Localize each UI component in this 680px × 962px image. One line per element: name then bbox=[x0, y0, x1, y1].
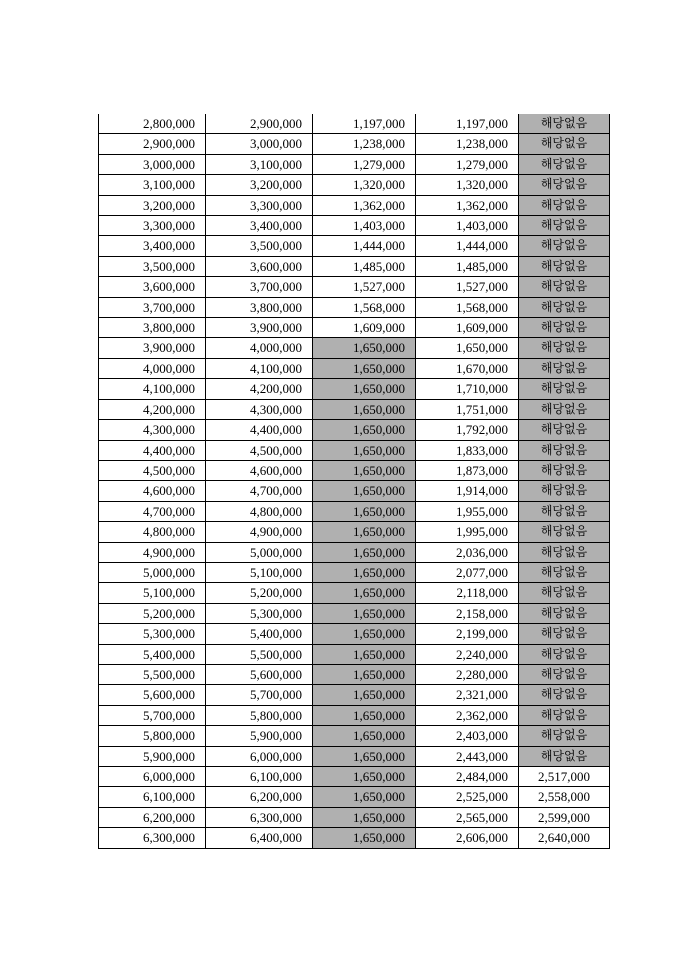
amount-c-cell: 해당없음 bbox=[519, 318, 610, 338]
amount-a-cell: 1,650,000 bbox=[313, 460, 416, 480]
table-row bbox=[99, 297, 610, 317]
income-from-cell: 5,100,000 bbox=[99, 583, 206, 603]
income-from-cell: 3,800,000 bbox=[99, 318, 206, 338]
amount-c-cell: 해당없음 bbox=[519, 460, 610, 480]
amount-a-cell: 1,444,000 bbox=[313, 236, 416, 256]
income-from-cell: 4,600,000 bbox=[99, 481, 206, 501]
amount-a-cell: 1,650,000 bbox=[313, 746, 416, 766]
table-row bbox=[99, 787, 610, 807]
amount-a-cell: 1,650,000 bbox=[313, 726, 416, 746]
amount-b-cell: 1,751,000 bbox=[416, 399, 519, 419]
amount-b-cell: 1,485,000 bbox=[416, 256, 519, 276]
amount-b-cell: 1,362,000 bbox=[416, 195, 519, 215]
amount-b-cell: 2,606,000 bbox=[416, 828, 519, 848]
amount-c-cell: 해당없음 bbox=[519, 154, 610, 174]
amount-a-cell: 1,650,000 bbox=[313, 644, 416, 664]
income-from-cell: 6,300,000 bbox=[99, 828, 206, 848]
amount-a-cell: 1,320,000 bbox=[313, 175, 416, 195]
amount-a-cell: 1,650,000 bbox=[313, 379, 416, 399]
table-row bbox=[99, 624, 610, 644]
amount-c-cell: 해당없음 bbox=[519, 256, 610, 276]
amount-a-cell: 1,650,000 bbox=[313, 420, 416, 440]
amount-b-cell: 1,792,000 bbox=[416, 420, 519, 440]
amount-c-cell: 해당없음 bbox=[519, 195, 610, 215]
table-row bbox=[99, 828, 610, 848]
income-to-cell: 4,200,000 bbox=[206, 379, 313, 399]
amount-c-cell: 해당없음 bbox=[519, 746, 610, 766]
contribution-table bbox=[98, 114, 610, 849]
amount-a-cell: 1,485,000 bbox=[313, 256, 416, 276]
income-to-cell: 3,300,000 bbox=[206, 195, 313, 215]
income-to-cell: 5,800,000 bbox=[206, 705, 313, 725]
income-to-cell: 3,200,000 bbox=[206, 175, 313, 195]
amount-a-cell: 1,650,000 bbox=[313, 624, 416, 644]
income-to-cell: 5,700,000 bbox=[206, 685, 313, 705]
income-from-cell: 3,900,000 bbox=[99, 338, 206, 358]
amount-b-cell: 1,710,000 bbox=[416, 379, 519, 399]
table-row bbox=[99, 746, 610, 766]
income-from-cell: 4,900,000 bbox=[99, 542, 206, 562]
amount-b-cell: 1,527,000 bbox=[416, 277, 519, 297]
table-row bbox=[99, 114, 610, 134]
income-to-cell: 4,700,000 bbox=[206, 481, 313, 501]
amount-c-cell: 해당없음 bbox=[519, 236, 610, 256]
amount-a-cell: 1,650,000 bbox=[313, 828, 416, 848]
amount-c-cell: 해당없음 bbox=[519, 297, 610, 317]
table-row bbox=[99, 583, 610, 603]
table-row bbox=[99, 440, 610, 460]
income-from-cell: 6,000,000 bbox=[99, 767, 206, 787]
income-to-cell: 6,300,000 bbox=[206, 807, 313, 827]
income-to-cell: 6,000,000 bbox=[206, 746, 313, 766]
amount-c-cell: 해당없음 bbox=[519, 338, 610, 358]
income-from-cell: 4,500,000 bbox=[99, 460, 206, 480]
income-from-cell: 6,100,000 bbox=[99, 787, 206, 807]
amount-c-cell: 해당없음 bbox=[519, 624, 610, 644]
income-to-cell: 3,600,000 bbox=[206, 256, 313, 276]
amount-c-cell: 해당없음 bbox=[519, 440, 610, 460]
income-from-cell: 3,400,000 bbox=[99, 236, 206, 256]
amount-a-cell: 1,650,000 bbox=[313, 562, 416, 582]
data-table-container bbox=[98, 114, 610, 849]
table-row bbox=[99, 134, 610, 154]
table-row bbox=[99, 318, 610, 338]
amount-c-cell: 해당없음 bbox=[519, 685, 610, 705]
amount-b-cell: 2,321,000 bbox=[416, 685, 519, 705]
amount-c-cell: 해당없음 bbox=[519, 726, 610, 746]
income-from-cell: 5,800,000 bbox=[99, 726, 206, 746]
amount-c-cell: 해당없음 bbox=[519, 562, 610, 582]
amount-b-cell: 2,403,000 bbox=[416, 726, 519, 746]
income-from-cell: 4,400,000 bbox=[99, 440, 206, 460]
amount-c-cell: 2,517,000 bbox=[519, 767, 610, 787]
amount-a-cell: 1,650,000 bbox=[313, 603, 416, 623]
amount-b-cell: 2,240,000 bbox=[416, 644, 519, 664]
table-row bbox=[99, 256, 610, 276]
income-from-cell: 3,500,000 bbox=[99, 256, 206, 276]
income-to-cell: 5,300,000 bbox=[206, 603, 313, 623]
income-to-cell: 4,500,000 bbox=[206, 440, 313, 460]
amount-b-cell: 1,873,000 bbox=[416, 460, 519, 480]
table-row bbox=[99, 807, 610, 827]
table-row bbox=[99, 726, 610, 746]
table-row bbox=[99, 522, 610, 542]
income-to-cell: 3,000,000 bbox=[206, 134, 313, 154]
amount-c-cell: 해당없음 bbox=[519, 358, 610, 378]
table-row bbox=[99, 542, 610, 562]
income-from-cell: 4,800,000 bbox=[99, 522, 206, 542]
income-from-cell: 3,300,000 bbox=[99, 216, 206, 236]
table-row bbox=[99, 562, 610, 582]
amount-b-cell: 1,650,000 bbox=[416, 338, 519, 358]
amount-c-cell: 해당없음 bbox=[519, 277, 610, 297]
income-to-cell: 5,900,000 bbox=[206, 726, 313, 746]
income-to-cell: 3,100,000 bbox=[206, 154, 313, 174]
table-row bbox=[99, 644, 610, 664]
income-to-cell: 3,700,000 bbox=[206, 277, 313, 297]
amount-b-cell: 1,833,000 bbox=[416, 440, 519, 460]
amount-b-cell: 2,362,000 bbox=[416, 705, 519, 725]
amount-b-cell: 2,118,000 bbox=[416, 583, 519, 603]
amount-a-cell: 1,527,000 bbox=[313, 277, 416, 297]
income-to-cell: 4,600,000 bbox=[206, 460, 313, 480]
amount-c-cell: 해당없음 bbox=[519, 522, 610, 542]
income-to-cell: 4,400,000 bbox=[206, 420, 313, 440]
income-from-cell: 5,400,000 bbox=[99, 644, 206, 664]
table-row bbox=[99, 277, 610, 297]
income-from-cell: 4,000,000 bbox=[99, 358, 206, 378]
amount-a-cell: 1,362,000 bbox=[313, 195, 416, 215]
table-row bbox=[99, 767, 610, 787]
amount-a-cell: 1,650,000 bbox=[313, 685, 416, 705]
amount-c-cell: 해당없음 bbox=[519, 501, 610, 521]
amount-b-cell: 2,280,000 bbox=[416, 664, 519, 684]
amount-a-cell: 1,650,000 bbox=[313, 767, 416, 787]
income-from-cell: 5,200,000 bbox=[99, 603, 206, 623]
income-to-cell: 2,900,000 bbox=[206, 114, 313, 134]
income-to-cell: 6,400,000 bbox=[206, 828, 313, 848]
income-to-cell: 5,000,000 bbox=[206, 542, 313, 562]
amount-a-cell: 1,650,000 bbox=[313, 542, 416, 562]
amount-a-cell: 1,650,000 bbox=[313, 807, 416, 827]
table-row bbox=[99, 460, 610, 480]
amount-b-cell: 1,568,000 bbox=[416, 297, 519, 317]
income-to-cell: 5,600,000 bbox=[206, 664, 313, 684]
amount-b-cell: 2,443,000 bbox=[416, 746, 519, 766]
income-to-cell: 4,000,000 bbox=[206, 338, 313, 358]
income-from-cell: 5,600,000 bbox=[99, 685, 206, 705]
income-to-cell: 4,300,000 bbox=[206, 399, 313, 419]
table-row bbox=[99, 399, 610, 419]
income-from-cell: 5,700,000 bbox=[99, 705, 206, 725]
amount-c-cell: 해당없음 bbox=[519, 175, 610, 195]
amount-a-cell: 1,650,000 bbox=[313, 338, 416, 358]
amount-c-cell: 해당없음 bbox=[519, 114, 610, 134]
amount-b-cell: 2,158,000 bbox=[416, 603, 519, 623]
amount-a-cell: 1,650,000 bbox=[313, 358, 416, 378]
income-to-cell: 3,800,000 bbox=[206, 297, 313, 317]
amount-a-cell: 1,197,000 bbox=[313, 114, 416, 134]
amount-a-cell: 1,238,000 bbox=[313, 134, 416, 154]
amount-b-cell: 1,955,000 bbox=[416, 501, 519, 521]
income-from-cell: 4,100,000 bbox=[99, 379, 206, 399]
amount-b-cell: 2,484,000 bbox=[416, 767, 519, 787]
amount-c-cell: 해당없음 bbox=[519, 216, 610, 236]
table-row bbox=[99, 236, 610, 256]
income-from-cell: 2,900,000 bbox=[99, 134, 206, 154]
income-to-cell: 5,400,000 bbox=[206, 624, 313, 644]
income-from-cell: 3,600,000 bbox=[99, 277, 206, 297]
amount-c-cell: 2,640,000 bbox=[519, 828, 610, 848]
amount-c-cell: 해당없음 bbox=[519, 664, 610, 684]
amount-a-cell: 1,403,000 bbox=[313, 216, 416, 236]
income-from-cell: 3,700,000 bbox=[99, 297, 206, 317]
amount-c-cell: 해당없음 bbox=[519, 481, 610, 501]
amount-b-cell: 1,995,000 bbox=[416, 522, 519, 542]
amount-c-cell: 해당없음 bbox=[519, 379, 610, 399]
amount-b-cell: 1,914,000 bbox=[416, 481, 519, 501]
income-to-cell: 5,500,000 bbox=[206, 644, 313, 664]
table-row bbox=[99, 195, 610, 215]
amount-a-cell: 1,568,000 bbox=[313, 297, 416, 317]
table-row bbox=[99, 603, 610, 623]
table-row bbox=[99, 338, 610, 358]
table-row bbox=[99, 501, 610, 521]
amount-c-cell: 해당없음 bbox=[519, 705, 610, 725]
amount-b-cell: 1,279,000 bbox=[416, 154, 519, 174]
amount-c-cell: 해당없음 bbox=[519, 644, 610, 664]
income-from-cell: 4,200,000 bbox=[99, 399, 206, 419]
income-from-cell: 6,200,000 bbox=[99, 807, 206, 827]
income-from-cell: 5,000,000 bbox=[99, 562, 206, 582]
income-from-cell: 3,100,000 bbox=[99, 175, 206, 195]
amount-c-cell: 2,558,000 bbox=[519, 787, 610, 807]
table-row bbox=[99, 358, 610, 378]
amount-b-cell: 2,036,000 bbox=[416, 542, 519, 562]
income-from-cell: 3,200,000 bbox=[99, 195, 206, 215]
income-to-cell: 6,100,000 bbox=[206, 767, 313, 787]
amount-b-cell: 1,444,000 bbox=[416, 236, 519, 256]
table-row bbox=[99, 379, 610, 399]
income-to-cell: 3,500,000 bbox=[206, 236, 313, 256]
income-from-cell: 3,000,000 bbox=[99, 154, 206, 174]
table-row bbox=[99, 154, 610, 174]
amount-a-cell: 1,650,000 bbox=[313, 440, 416, 460]
amount-c-cell: 해당없음 bbox=[519, 420, 610, 440]
amount-a-cell: 1,650,000 bbox=[313, 399, 416, 419]
amount-c-cell: 해당없음 bbox=[519, 542, 610, 562]
income-to-cell: 3,400,000 bbox=[206, 216, 313, 236]
amount-c-cell: 2,599,000 bbox=[519, 807, 610, 827]
amount-b-cell: 2,199,000 bbox=[416, 624, 519, 644]
income-from-cell: 5,900,000 bbox=[99, 746, 206, 766]
income-from-cell: 2,800,000 bbox=[99, 114, 206, 134]
amount-b-cell: 2,077,000 bbox=[416, 562, 519, 582]
amount-c-cell: 해당없음 bbox=[519, 399, 610, 419]
table-row bbox=[99, 481, 610, 501]
table-row bbox=[99, 705, 610, 725]
amount-b-cell: 1,197,000 bbox=[416, 114, 519, 134]
table-row bbox=[99, 420, 610, 440]
income-from-cell: 4,300,000 bbox=[99, 420, 206, 440]
amount-c-cell: 해당없음 bbox=[519, 583, 610, 603]
income-to-cell: 5,200,000 bbox=[206, 583, 313, 603]
table-row bbox=[99, 216, 610, 236]
table-row bbox=[99, 175, 610, 195]
amount-b-cell: 1,670,000 bbox=[416, 358, 519, 378]
amount-a-cell: 1,650,000 bbox=[313, 583, 416, 603]
amount-b-cell: 1,320,000 bbox=[416, 175, 519, 195]
income-to-cell: 4,100,000 bbox=[206, 358, 313, 378]
amount-b-cell: 1,238,000 bbox=[416, 134, 519, 154]
income-to-cell: 4,900,000 bbox=[206, 522, 313, 542]
income-from-cell: 4,700,000 bbox=[99, 501, 206, 521]
table-body bbox=[99, 114, 610, 848]
amount-a-cell: 1,650,000 bbox=[313, 787, 416, 807]
amount-a-cell: 1,650,000 bbox=[313, 522, 416, 542]
amount-b-cell: 2,525,000 bbox=[416, 787, 519, 807]
income-to-cell: 4,800,000 bbox=[206, 501, 313, 521]
income-from-cell: 5,300,000 bbox=[99, 624, 206, 644]
income-to-cell: 6,200,000 bbox=[206, 787, 313, 807]
income-to-cell: 3,900,000 bbox=[206, 318, 313, 338]
amount-c-cell: 해당없음 bbox=[519, 134, 610, 154]
amount-c-cell: 해당없음 bbox=[519, 603, 610, 623]
amount-a-cell: 1,279,000 bbox=[313, 154, 416, 174]
amount-a-cell: 1,609,000 bbox=[313, 318, 416, 338]
income-to-cell: 5,100,000 bbox=[206, 562, 313, 582]
income-from-cell: 5,500,000 bbox=[99, 664, 206, 684]
amount-a-cell: 1,650,000 bbox=[313, 664, 416, 684]
amount-a-cell: 1,650,000 bbox=[313, 501, 416, 521]
amount-b-cell: 2,565,000 bbox=[416, 807, 519, 827]
amount-b-cell: 1,403,000 bbox=[416, 216, 519, 236]
table-row bbox=[99, 685, 610, 705]
table-row bbox=[99, 664, 610, 684]
amount-b-cell: 1,609,000 bbox=[416, 318, 519, 338]
amount-a-cell: 1,650,000 bbox=[313, 481, 416, 501]
amount-a-cell: 1,650,000 bbox=[313, 705, 416, 725]
